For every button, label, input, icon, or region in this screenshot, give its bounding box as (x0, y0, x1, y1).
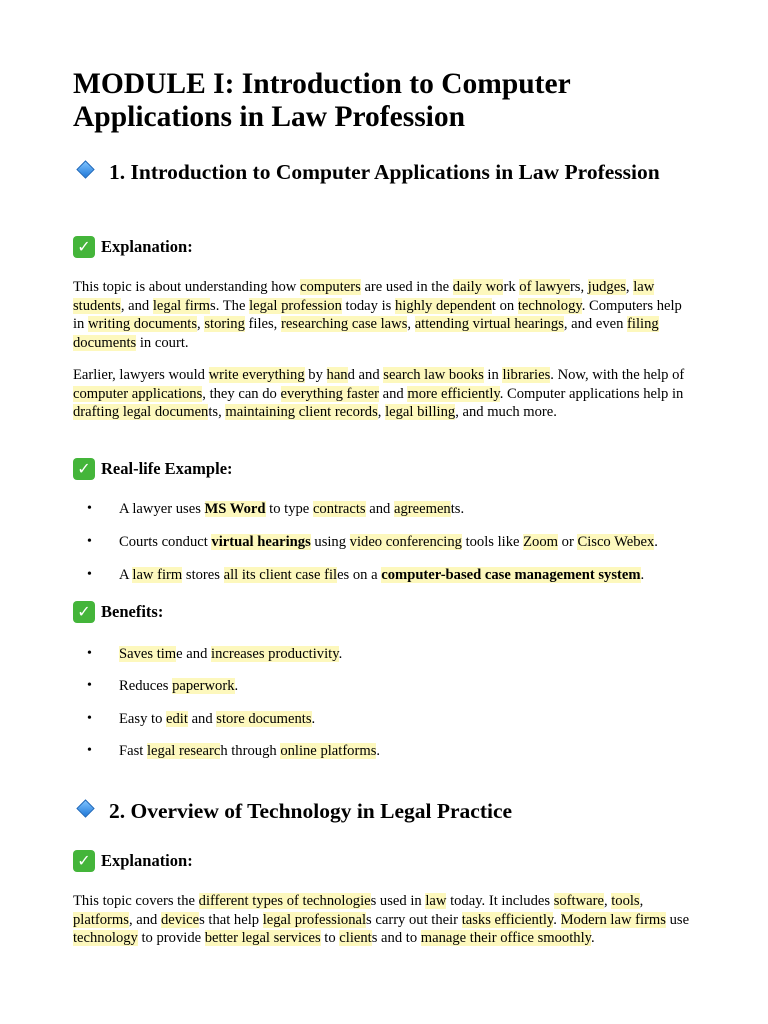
bullet-icon: • (87, 743, 92, 758)
text-run: to provide (137, 930, 205, 946)
text-run: . Computer applications help in (499, 385, 684, 402)
text-run: Reduces (119, 678, 173, 694)
highlighted-text: virtual hearings (211, 534, 311, 550)
text-run: A (119, 567, 133, 583)
check-mark-icon: ✓ (73, 850, 95, 872)
benefits-heading: ✓ Benefits: (73, 601, 696, 623)
text-run: s used in (370, 893, 426, 909)
highlighted-text: store documents (216, 711, 312, 727)
text-run: Fast (119, 743, 147, 759)
highlighted-text: computers (300, 279, 361, 295)
text-run: in (483, 367, 503, 383)
bullet-icon: • (87, 711, 92, 726)
text-run: Easy to (119, 711, 167, 727)
section-2-paragraph-1 (73, 892, 696, 948)
highlighted-text: filing documents (73, 316, 659, 351)
highlighted-text: write everything (208, 367, 305, 383)
text-run: ts, (208, 404, 226, 420)
bullet-icon: • (87, 646, 92, 661)
text-run: . (553, 911, 561, 928)
highlighted-text: different types of technologie (198, 893, 371, 909)
text-run: stores (182, 567, 224, 583)
text-run: , (197, 316, 205, 332)
highlighted-text: MS Word (204, 501, 266, 517)
text-run: tools like (461, 534, 524, 550)
highlighted-text: legal firm (152, 297, 211, 314)
highlighted-text: daily wo (452, 279, 504, 295)
real-life-example-heading: ✓ Real-life Example: (73, 458, 696, 480)
text-run: in court. (136, 334, 189, 351)
highlighted-text: highly dependen (395, 297, 492, 314)
check-mark-icon: ✓ (73, 601, 95, 623)
text-run: today. It includes (446, 893, 554, 909)
highlighted-text: storing (204, 316, 245, 332)
text-run: s and to (371, 930, 421, 946)
text-run: , (625, 279, 634, 295)
section-1-paragraph-2 (73, 366, 696, 422)
highlighted-text: legal billing (385, 404, 456, 420)
section-2-explanation-heading: ✓ Explanation: (73, 850, 696, 872)
text-run: . (591, 930, 595, 946)
highlighted-text: computer applications (73, 385, 203, 402)
list-item (73, 645, 696, 663)
highlighted-text: writing documents (88, 316, 198, 332)
highlighted-text: better legal services (204, 930, 321, 946)
text-run: today is (341, 297, 395, 314)
text-run: e and (176, 646, 212, 662)
highlighted-text: maintaining client records (225, 404, 378, 420)
highlighted-text: edit (166, 711, 188, 727)
highlighted-text: law firm (132, 567, 183, 583)
text-run: to type (265, 501, 313, 517)
highlighted-text: Modern law firms (560, 911, 666, 928)
text-run: . (338, 646, 343, 662)
diamond-icon (76, 799, 94, 817)
highlighted-text: all its client case fil (223, 567, 338, 583)
list-item (73, 710, 696, 728)
text-run: A lawyer uses (119, 501, 205, 517)
list-item (73, 742, 696, 760)
section-1-explanation-heading: ✓ Explanation: (73, 236, 696, 258)
text-run: , (603, 893, 612, 909)
text-run: or (558, 534, 578, 550)
text-run: . (640, 567, 645, 583)
text-run: use (665, 911, 690, 928)
highlighted-text: video conferencing (349, 534, 462, 550)
highlighted-text: han (326, 367, 348, 383)
text-run: , and (120, 297, 153, 314)
highlighted-text: technology (73, 930, 138, 946)
highlighted-text: agreemen (394, 501, 451, 517)
text-run: rk (503, 279, 520, 295)
highlighted-text: platforms (73, 911, 129, 928)
highlighted-text: of lawye (519, 279, 570, 295)
text-run: . (654, 534, 658, 550)
check-mark-icon: ✓ (73, 236, 95, 258)
highlighted-text: legal researc (146, 743, 221, 759)
section-1-heading (73, 158, 696, 187)
highlighted-text: legal profession (249, 297, 342, 314)
text-run: . (376, 743, 381, 759)
highlighted-text: computer-based case management system (381, 567, 641, 583)
highlighted-text: everything faster (280, 385, 379, 402)
highlighted-text: Zoom (523, 534, 559, 550)
text-run: t on (491, 297, 518, 314)
text-run: ts. (450, 501, 465, 517)
highlighted-text: law students (73, 279, 655, 314)
text-run: and (187, 711, 217, 727)
highlighted-text: researching case laws (280, 316, 408, 332)
list-item (73, 533, 696, 551)
text-run: h through (220, 743, 281, 759)
highlighted-text: Cisco Webex (577, 534, 655, 550)
highlighted-text: paperwork (172, 678, 235, 694)
text-run: . (311, 711, 316, 727)
highlighted-text: increases productivity (211, 646, 339, 662)
check-mark-icon: ✓ (73, 458, 95, 480)
section-2-heading-text: 2. Overview of Technology in Legal Practice (109, 799, 513, 823)
text-run: d and (347, 367, 384, 383)
highlighted-text: manage their office smoothly (420, 930, 591, 946)
text-run: Earlier, lawyers would (73, 367, 209, 383)
text-run: by (304, 367, 327, 383)
text-run: This topic covers the (73, 893, 199, 909)
highlighted-text: judges (587, 279, 626, 295)
highlighted-text: Saves tim (119, 646, 177, 662)
highlighted-text: contracts (312, 501, 366, 517)
text-run: and (365, 501, 394, 517)
bullet-icon: • (87, 678, 92, 693)
text-run: are used in the (360, 279, 453, 295)
highlighted-text: search law books (383, 367, 484, 383)
text-run: , they can do (202, 385, 281, 402)
highlighted-text: law (425, 893, 447, 909)
text-run: using (310, 534, 350, 550)
diamond-icon (76, 160, 94, 178)
highlighted-text: technology (517, 297, 582, 314)
text-run: s that help (199, 911, 263, 928)
highlighted-text: client (339, 930, 372, 946)
highlighted-text: libraries (502, 367, 551, 383)
text-run: , (377, 404, 386, 420)
text-run: , (639, 893, 644, 909)
highlighted-text: legal professional (262, 911, 367, 928)
text-run: , (407, 316, 415, 332)
highlighted-text: tools (611, 893, 640, 909)
bullet-icon: • (87, 534, 92, 549)
text-run: . Computers help in (73, 297, 682, 332)
bullet-icon: • (87, 501, 92, 516)
text-run: , and (128, 911, 161, 928)
text-run: Courts conduct (119, 534, 212, 550)
list-item (73, 500, 696, 518)
text-run: s carry out their (366, 911, 462, 928)
highlighted-text: tasks efficiently (461, 911, 554, 928)
section-2-heading (73, 797, 696, 826)
text-run: , and even (563, 316, 628, 332)
text-run: and (378, 385, 408, 402)
list-item (73, 566, 696, 584)
text-run: s. The (210, 297, 250, 314)
text-run: . (234, 678, 239, 694)
highlighted-text: more efficiently (407, 385, 500, 402)
highlighted-text: attending virtual hearings (414, 316, 564, 332)
text-run: es on a (337, 567, 382, 583)
text-run: rs, (569, 279, 588, 295)
text-run: This topic is about understanding how (73, 279, 300, 295)
highlighted-text: drafting legal documen (73, 404, 209, 420)
text-run: files, (244, 316, 281, 332)
highlighted-text: device (160, 911, 200, 928)
text-run: to (320, 930, 340, 946)
highlighted-text: software (553, 893, 604, 909)
section-1-heading-text: 1. Introduction to Computer Applications in Law Profession (109, 160, 660, 184)
highlighted-text: online platforms (280, 743, 377, 759)
text-run: . Now, with the help of (550, 367, 685, 383)
list-item (73, 677, 696, 695)
page-title: MODULE I: Introduction to Computer Applications in Law Profession (73, 68, 571, 133)
section-1-paragraph-1 (73, 278, 696, 352)
text-run: , and much more. (455, 404, 557, 420)
bullet-icon: • (87, 567, 92, 582)
